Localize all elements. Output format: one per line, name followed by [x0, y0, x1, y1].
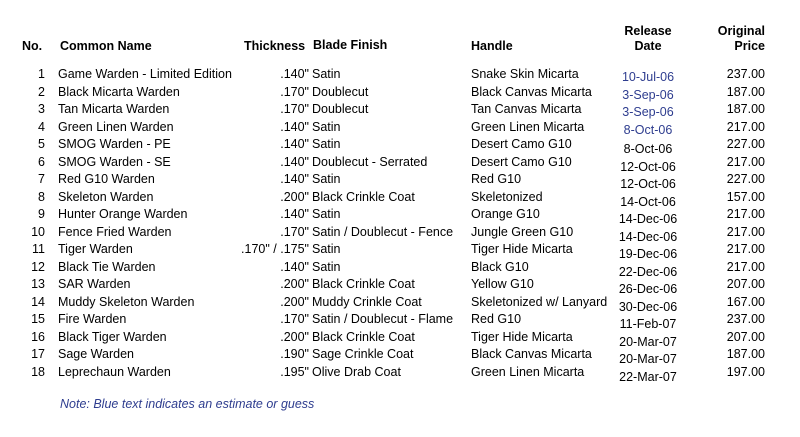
handle-cell: Skeletonized [471, 189, 543, 204]
price-cell: 217.00 [726, 119, 765, 134]
common-name-cell: Hunter Orange Warden [58, 207, 188, 221]
release-date-cell: 19-Dec-06 [618, 247, 678, 261]
price-cell: 237.00 [726, 312, 765, 326]
header-blade-finish: Blade Finish [313, 38, 388, 52]
price-cell: 217.00 [726, 154, 765, 169]
thickness-cell: .190" [280, 347, 309, 361]
common-name-cell: Red G10 Warden [58, 172, 155, 186]
table-row [0, 259, 800, 279]
handle-cell: Snake Skin Micarta [471, 67, 579, 81]
release-date-cell: 14-Dec-06 [618, 212, 678, 226]
thickness-cell: .140" [280, 207, 309, 221]
table-row [0, 119, 800, 136]
row-number: 10 [31, 224, 45, 239]
blade-finish-cell: Satin [312, 259, 341, 274]
row-number: 13 [31, 277, 45, 291]
release-date-cell: 20-Mar-07 [619, 352, 677, 366]
header-price-line1: Original [717, 24, 765, 38]
common-name-cell: Fence Fried Warden [58, 224, 172, 239]
handle-cell: Yellow G10 [471, 277, 534, 291]
header-common-name: Common Name [60, 39, 152, 53]
common-name-cell: SAR Warden [58, 277, 131, 291]
release-date-cell: 14-Dec-06 [618, 229, 678, 244]
thickness-cell: .170" [280, 312, 309, 326]
price-cell: 167.00 [726, 294, 765, 309]
blade-finish-cell: Muddy Crinkle Coat [312, 294, 422, 309]
price-cell: 187.00 [726, 347, 765, 361]
row-number: 16 [31, 329, 45, 344]
thickness-cell: .140" [280, 137, 309, 151]
row-number: 5 [38, 137, 45, 151]
thickness-cell: .140" [280, 119, 309, 134]
row-number: 6 [38, 154, 45, 169]
release-date-cell: 3-Sep-06 [622, 105, 674, 119]
header-thickness: Thickness [244, 39, 306, 53]
thickness-cell: .170" [280, 224, 309, 239]
thickness-cell: .170" [280, 84, 309, 99]
handle-cell: Green Linen Micarta [471, 364, 585, 379]
thickness-cell: .200" [280, 294, 309, 309]
release-date-cell: 8-Oct-06 [623, 142, 673, 156]
table-row [0, 311, 800, 331]
price-cell: 217.00 [726, 207, 765, 221]
blade-finish-cell: Satin [312, 207, 341, 221]
common-name-cell: Tan Micarta Warden [58, 102, 170, 116]
release-date-cell: 30-Dec-06 [618, 299, 678, 314]
common-name-cell: Sage Warden [58, 347, 134, 361]
blade-finish-cell: Black Crinkle Coat [312, 277, 415, 291]
handle-cell: Desert Camo G10 [471, 154, 572, 169]
blade-finish-cell: Satin [312, 242, 341, 256]
blade-finish-cell: Satin [312, 172, 341, 186]
table-row [0, 101, 800, 118]
thickness-cell: .200" [280, 277, 309, 291]
row-number: 11 [32, 242, 45, 256]
thickness-cell: .195" [280, 364, 309, 379]
price-cell: 197.00 [726, 364, 765, 379]
common-name-cell: Leprechaun Warden [58, 364, 171, 379]
thickness-cell: .200" [280, 329, 309, 344]
header-release-line2: Date [634, 39, 662, 53]
handle-cell: Red G10 [471, 172, 522, 186]
price-cell: 237.00 [726, 67, 765, 81]
row-number: 7 [38, 172, 45, 186]
price-cell: 187.00 [726, 84, 765, 99]
handle-cell: Black Canvas Micarta [471, 84, 592, 99]
handle-cell: Tan Canvas Micarta [471, 102, 582, 116]
handle-cell: Orange G10 [471, 207, 540, 221]
blade-finish-cell: Satin [312, 119, 341, 134]
table-row [0, 346, 800, 366]
common-name-cell: Black Tie Warden [58, 259, 156, 274]
common-name-cell: Muddy Skeleton Warden [58, 294, 195, 309]
table-row [0, 154, 800, 174]
blade-finish-cell: Doublecut - Serrated [312, 154, 428, 169]
handle-cell: Desert Camo G10 [471, 137, 572, 151]
price-cell: 217.00 [726, 259, 765, 274]
thickness-cell: .170" / .175" [241, 242, 309, 256]
common-name-cell: Tiger Warden [58, 242, 133, 256]
table-row [0, 171, 800, 191]
blade-finish-cell: Doublecut [312, 84, 369, 99]
thickness-cell: .200" [280, 189, 309, 204]
row-number: 8 [38, 189, 45, 204]
common-name-cell: SMOG Warden - SE [58, 154, 171, 169]
header-price-line2: Price [734, 39, 765, 53]
table-row [0, 84, 800, 101]
common-name-cell: Game Warden - Limited Edition [58, 67, 232, 81]
table-row [0, 136, 800, 156]
row-number: 2 [38, 84, 45, 99]
thickness-cell: .170" [280, 102, 309, 116]
table-row [0, 66, 800, 83]
handle-cell: Skeletonized w/ Lanyard [471, 294, 608, 309]
table-row [0, 189, 800, 209]
price-cell: 187.00 [726, 102, 765, 116]
handle-cell: Black G10 [471, 259, 529, 274]
row-number: 9 [38, 207, 45, 221]
release-date-cell: 20-Mar-07 [619, 334, 677, 349]
price-cell: 217.00 [726, 242, 765, 256]
row-number: 17 [31, 347, 45, 361]
blade-finish-cell: Satin / Doublecut - Flame [312, 312, 454, 326]
header-no: No. [22, 39, 43, 53]
blade-finish-cell: Satin [312, 67, 341, 81]
handle-cell: Tiger Hide Micarta [471, 329, 573, 344]
row-number: 14 [31, 294, 45, 309]
table-row [0, 241, 800, 261]
price-cell: 157.00 [726, 189, 765, 204]
release-date-cell: 10-Jul-06 [621, 70, 675, 84]
handle-cell: Jungle Green G10 [471, 224, 574, 239]
table-row [0, 206, 800, 226]
estimate-note: Note: Blue text indicates an estimate or guess [60, 397, 315, 411]
header-release-line1: Release [624, 24, 672, 38]
row-number: 4 [38, 119, 45, 134]
row-number: 18 [31, 364, 45, 379]
handle-cell: Tiger Hide Micarta [471, 242, 573, 256]
release-date-cell: 12-Oct-06 [620, 159, 676, 174]
blade-finish-cell: Doublecut [312, 102, 369, 116]
release-date-cell: 8-Oct-06 [623, 122, 673, 137]
row-number: 1 [38, 67, 45, 81]
handle-cell: Black Canvas Micarta [471, 347, 592, 361]
handle-cell: Green Linen Micarta [471, 119, 585, 134]
common-name-cell: Black Tiger Warden [58, 329, 167, 344]
common-name-cell: Skeleton Warden [58, 189, 154, 204]
blade-finish-cell: Satin / Doublecut - Fence [312, 224, 454, 239]
release-date-cell: 26-Dec-06 [618, 282, 678, 296]
release-date-cell: 11-Feb-07 [619, 317, 677, 331]
header-handle: Handle [471, 39, 513, 53]
table-row [0, 329, 800, 349]
thickness-cell: .140" [280, 154, 309, 169]
release-date-cell: 3-Sep-06 [622, 87, 674, 102]
release-date-cell: 12-Oct-06 [620, 177, 676, 191]
row-number: 3 [38, 102, 45, 116]
blade-finish-cell: Olive Drab Coat [312, 364, 401, 379]
table-row [0, 276, 800, 296]
common-name-cell: Black Micarta Warden [58, 84, 180, 99]
table-row [0, 224, 800, 244]
row-number: 12 [31, 259, 45, 274]
blade-finish-cell: Sage Crinkle Coat [312, 347, 414, 361]
price-cell: 227.00 [726, 137, 765, 151]
row-number: 15 [31, 312, 45, 326]
blade-finish-cell: Black Crinkle Coat [312, 329, 415, 344]
release-date-cell: 22-Mar-07 [619, 369, 677, 384]
release-date-cell: 22-Dec-06 [618, 264, 678, 279]
blade-finish-cell: Satin [312, 137, 341, 151]
table-row [0, 294, 800, 314]
blade-finish-cell: Black Crinkle Coat [312, 189, 415, 204]
thickness-cell: .140" [280, 67, 309, 81]
thickness-cell: .140" [280, 259, 309, 274]
release-date-cell: 14-Oct-06 [620, 194, 676, 209]
common-name-cell: SMOG Warden - PE [58, 137, 171, 151]
thickness-cell: .140" [280, 172, 309, 186]
table-row [0, 364, 800, 384]
handle-cell: Red G10 [471, 312, 522, 326]
common-name-cell: Green Linen Warden [58, 119, 174, 134]
price-cell: 217.00 [726, 224, 765, 239]
common-name-cell: Fire Warden [58, 312, 127, 326]
price-cell: 207.00 [726, 277, 765, 291]
price-cell: 227.00 [726, 172, 765, 186]
price-cell: 207.00 [726, 329, 765, 344]
